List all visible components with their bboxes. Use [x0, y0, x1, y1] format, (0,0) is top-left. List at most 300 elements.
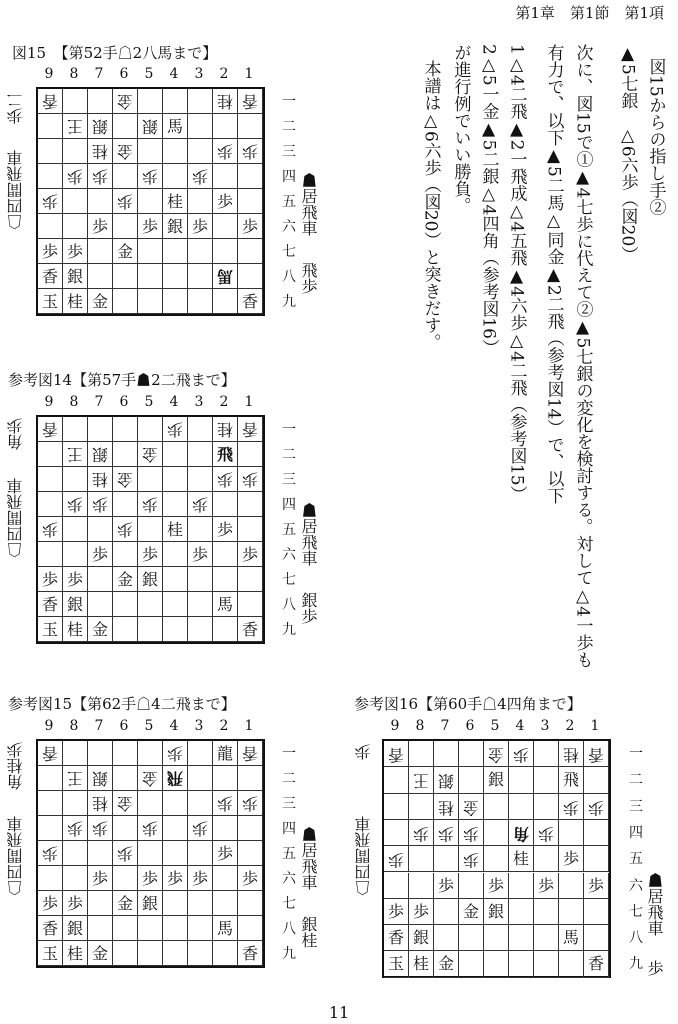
board-square: [434, 741, 459, 767]
shogi-piece: 龍: [216, 744, 233, 763]
shogi-piece: 歩: [66, 242, 83, 261]
sente-hand: 銀桂: [299, 916, 318, 948]
file-label: 8: [415, 718, 425, 734]
text-column-3: 次に、図15で①▲4七歩に代えて②▲5七銀の変化を検討する。対して△4一歩も: [572, 44, 593, 669]
board-square: [38, 841, 63, 866]
shogi-piece: 銀: [412, 928, 429, 948]
shogi-piece: 桂: [562, 745, 579, 765]
shogi-piece: 桂: [166, 192, 183, 211]
board-square: [213, 866, 238, 891]
file-label: 1: [244, 394, 254, 410]
board-square: [434, 899, 459, 925]
shogi-piece: 香: [241, 420, 258, 439]
board-square: [38, 816, 63, 841]
diagram-ref15: [0, 0, 340, 1000]
shogi-piece: 歩: [241, 869, 258, 888]
board-square: [213, 841, 238, 866]
gote-label: ☖四間飛車: [6, 816, 25, 896]
shogi-piece: 銀: [141, 894, 158, 913]
board-square: [188, 841, 213, 866]
shogi-piece: 歩: [191, 545, 208, 564]
board-square: [38, 766, 63, 791]
board-square: [484, 899, 509, 925]
board-square: [534, 873, 559, 899]
board-square: [238, 741, 263, 766]
rank-label: 二: [282, 119, 296, 135]
shogi-piece: 歩: [91, 545, 108, 564]
shogi-piece: 香: [387, 745, 404, 765]
board-square: [559, 873, 584, 899]
rank-label: 四: [282, 497, 296, 513]
shogi-piece: 銀: [66, 919, 83, 938]
file-label: 4: [515, 718, 525, 734]
shogi-piece: 王: [66, 117, 83, 136]
board-square: [63, 766, 88, 791]
shogi-piece: 香: [41, 267, 58, 286]
board-square: [138, 766, 163, 791]
shogi-piece: 歩: [141, 167, 158, 186]
shogi-piece: 王: [412, 771, 429, 791]
diagram-title: 図15 【第52手☖2八馬まで】: [12, 44, 218, 62]
shogi-piece: 香: [241, 292, 258, 311]
board-square: [238, 841, 263, 866]
board-square: [38, 791, 63, 816]
board-square: [434, 820, 459, 846]
shogi-piece: 金: [116, 142, 133, 161]
board-square: [88, 741, 113, 766]
shogi-piece: 香: [41, 744, 58, 763]
board-square: [113, 816, 138, 841]
board-square: [584, 794, 609, 820]
shogi-piece: 馬: [166, 117, 183, 136]
board-square: [113, 941, 138, 966]
board-square: [434, 925, 459, 951]
text-column-2: ▲5七銀 △6六歩（図20）: [617, 44, 638, 264]
shogi-piece: 桂: [216, 92, 233, 111]
gote-label: ☖四間飛車: [354, 816, 373, 896]
shogi-piece: 歩: [537, 875, 554, 895]
rank-label: 七: [282, 896, 296, 912]
rank-label: 九: [629, 956, 643, 973]
file-label: 2: [219, 718, 229, 734]
file-label: 6: [465, 718, 475, 734]
sente-hand: 銀歩: [299, 592, 318, 624]
board-square: [238, 791, 263, 816]
shogi-piece: 金: [462, 797, 479, 817]
file-label: 7: [94, 394, 104, 410]
board-square: [434, 951, 459, 977]
board-square: [459, 794, 484, 820]
gote-label: ☖四間飛車: [6, 478, 25, 558]
rank-label: 五: [629, 851, 643, 868]
shogi-piece: 歩: [91, 217, 108, 236]
board-square: [88, 891, 113, 916]
board-square: [138, 866, 163, 891]
board-square: [534, 846, 559, 872]
board-square: [534, 925, 559, 951]
shogi-piece: 歩: [562, 797, 579, 817]
text-column-1: 図15からの指し手②: [645, 58, 666, 216]
text-column-7: が進行例でいい勝負。: [450, 44, 471, 214]
board-square: [88, 916, 113, 941]
rank-label: 四: [629, 824, 643, 841]
shogi-piece: 歩: [241, 142, 258, 161]
file-label: 9: [44, 718, 54, 734]
board-square: [113, 916, 138, 941]
board-square: [534, 741, 559, 767]
shogi-piece: 歩: [191, 495, 208, 514]
rank-label: 四: [282, 169, 296, 185]
file-label: 5: [144, 394, 154, 410]
rank-label: 九: [282, 622, 296, 638]
board-square: [484, 846, 509, 872]
rank-label: 二: [629, 772, 643, 789]
rank-label: 三: [282, 796, 296, 812]
board-square: [63, 941, 88, 966]
diagram-title: 参考図16【第60手☖4四角まで】: [354, 695, 582, 713]
board-square: [384, 741, 409, 767]
file-label: 2: [219, 394, 229, 410]
board-square: [459, 951, 484, 977]
shogi-piece: 歩: [66, 894, 83, 913]
board-square: [38, 866, 63, 891]
rank-label: 四: [282, 821, 296, 837]
file-label: 5: [144, 718, 154, 734]
board-square: [63, 816, 88, 841]
shogi-piece: 歩: [462, 824, 479, 844]
board-square: [163, 916, 188, 941]
shogi-piece: 歩: [191, 167, 208, 186]
board-square: [163, 841, 188, 866]
shogi-piece: 金: [91, 292, 108, 311]
shogi-piece: 玉: [387, 954, 404, 974]
board-square: [459, 820, 484, 846]
board-square: [584, 925, 609, 951]
board-square: [188, 816, 213, 841]
board-square: [584, 899, 609, 925]
board-square: [63, 866, 88, 891]
shogi-piece: 歩: [387, 901, 404, 921]
shogi-piece: 歩: [41, 242, 58, 261]
shogi-piece: 歩: [116, 844, 133, 863]
shogi-piece: 金: [116, 570, 133, 589]
board-square: [509, 925, 534, 951]
shogi-piece: 歩: [66, 495, 83, 514]
board-square: [38, 916, 63, 941]
file-label: 4: [169, 718, 179, 734]
rank-label: 三: [282, 144, 296, 160]
chapter-header: 第1章 第1節 第1項: [515, 4, 664, 22]
board-square: [138, 741, 163, 766]
shogi-piece: 王: [66, 445, 83, 464]
shogi-piece: 歩: [216, 520, 233, 539]
shogi-piece: 金: [141, 445, 158, 464]
gote-hand: 角歩: [6, 418, 25, 450]
board-square: [113, 841, 138, 866]
sente-label: ☗居飛車: [645, 872, 664, 936]
shogi-piece: 歩: [41, 844, 58, 863]
board-square: [213, 741, 238, 766]
shogi-piece: 歩: [116, 192, 133, 211]
page-number: 11: [328, 1003, 350, 1022]
board-square: [484, 873, 509, 899]
shogi-piece: 歩: [437, 875, 454, 895]
board-square: [384, 794, 409, 820]
shogi-piece: 香: [41, 595, 58, 614]
file-label: 9: [390, 718, 400, 734]
board-square: [88, 841, 113, 866]
board-square: [384, 767, 409, 793]
shogi-piece: 歩: [241, 794, 258, 813]
sente-label: ☗居飛車: [299, 172, 318, 236]
shogi-piece: 歩: [562, 849, 579, 869]
board-square: [163, 941, 188, 966]
shogi-piece: 歩: [66, 167, 83, 186]
shogi-piece: 玉: [41, 944, 58, 963]
shogi-piece: 金: [437, 954, 454, 974]
board-square: [459, 925, 484, 951]
file-label: 2: [565, 718, 575, 734]
board-square: [63, 791, 88, 816]
shogi-piece: 桂: [412, 954, 429, 974]
rank-label: 五: [282, 846, 296, 862]
file-label: 2: [219, 66, 229, 82]
board-square: [188, 941, 213, 966]
shogi-piece: 桂: [66, 620, 83, 639]
shogi-piece: 歩: [66, 570, 83, 589]
shogi-piece: 歩: [241, 217, 258, 236]
shogi-piece: 歩: [587, 797, 604, 817]
board-square: [138, 791, 163, 816]
shogi-piece: 歩: [191, 217, 208, 236]
board-square: [188, 791, 213, 816]
file-label: 6: [119, 718, 129, 734]
shogi-piece: 歩: [191, 869, 208, 888]
rank-label: 七: [282, 244, 296, 260]
board-square: [409, 794, 434, 820]
board-square: [213, 916, 238, 941]
board-square: [559, 767, 584, 793]
shogi-piece: 歩: [91, 819, 108, 838]
file-label: 3: [194, 394, 204, 410]
shogi-piece: 銀: [91, 117, 108, 136]
shogi-piece: 金: [91, 620, 108, 639]
board-square: [188, 741, 213, 766]
shogi-piece: 歩: [41, 894, 58, 913]
board-square: [534, 951, 559, 977]
board-square: [459, 899, 484, 925]
board-square: [238, 816, 263, 841]
board-square: [188, 866, 213, 891]
shogi-piece: 銀: [141, 117, 158, 136]
shogi-piece: 馬: [562, 928, 579, 948]
board-square: [238, 866, 263, 891]
shogi-piece: 歩: [537, 824, 554, 844]
board-square: [409, 925, 434, 951]
board-square: [213, 766, 238, 791]
shogi-piece: 香: [41, 92, 58, 111]
board-square: [63, 891, 88, 916]
shogi-piece: 馬: [216, 919, 233, 938]
board-square: [138, 841, 163, 866]
shogi-piece: 桂: [437, 797, 454, 817]
board-square: [434, 846, 459, 872]
shogi-piece: 金: [116, 470, 133, 489]
shogi-piece: 歩: [387, 850, 404, 870]
shogi-piece: 玉: [41, 620, 58, 639]
diagram-title: 参考図15【第62手☖4二飛まで】: [8, 695, 236, 713]
shogi-piece: 歩: [191, 819, 208, 838]
board-square: [188, 916, 213, 941]
shogi-piece: 飛: [216, 445, 233, 464]
board-square: [138, 891, 163, 916]
shogi-piece: 香: [241, 744, 258, 763]
gote-hand: 歩二: [6, 92, 25, 124]
rank-label: 八: [282, 269, 296, 285]
board-square: [409, 767, 434, 793]
rank-label: 六: [282, 219, 296, 235]
board-square: [509, 951, 534, 977]
shogi-piece: 香: [241, 944, 258, 963]
shogi-piece: 銀: [437, 771, 454, 791]
board-square: [484, 794, 509, 820]
rank-label: 六: [282, 871, 296, 887]
board-square: [88, 941, 113, 966]
shogi-piece: 飛: [166, 769, 183, 788]
shogi-piece: 歩: [41, 192, 58, 211]
board-square: [113, 766, 138, 791]
shogi-piece: 歩: [41, 520, 58, 539]
shogi-piece: 玉: [41, 292, 58, 311]
rank-label: 二: [282, 447, 296, 463]
file-label: 7: [440, 718, 450, 734]
board-square: [534, 899, 559, 925]
file-label: 5: [144, 66, 154, 82]
shogi-piece: 歩: [66, 819, 83, 838]
shogi-piece: 歩: [412, 901, 429, 921]
shogi-piece: 歩: [216, 794, 233, 813]
board-square: [63, 741, 88, 766]
shogi-piece: 歩: [41, 570, 58, 589]
shogi-piece: 香: [241, 92, 258, 111]
board-square: [238, 766, 263, 791]
board-square: [88, 791, 113, 816]
board-square: [163, 891, 188, 916]
text-column-6: 2△5一金▲5二銀△4四角（参考図16）: [478, 44, 499, 356]
board-square: [238, 891, 263, 916]
shogi-piece: 金: [116, 794, 133, 813]
board-square: [584, 741, 609, 767]
board-square: [163, 816, 188, 841]
board-square: [509, 820, 534, 846]
board-square: [63, 841, 88, 866]
rank-label: 八: [282, 597, 296, 613]
rank-label: 五: [282, 194, 296, 210]
board-square: [509, 741, 534, 767]
shogi-board: [36, 739, 265, 968]
shogi-piece: 香: [41, 919, 58, 938]
board-square: [238, 941, 263, 966]
board-square: [38, 941, 63, 966]
board-square: [434, 794, 459, 820]
rank-label: 六: [629, 877, 643, 894]
rank-label: 一: [282, 94, 296, 110]
shogi-piece: 歩: [141, 545, 158, 564]
shogi-piece: 銀: [487, 770, 504, 790]
shogi-piece: 金: [462, 901, 479, 921]
board-square: [459, 873, 484, 899]
text-column-8: 本譜は△6六歩（図20）と突きだす。: [420, 60, 441, 351]
shogi-piece: 桂: [66, 292, 83, 311]
file-label: 3: [194, 718, 204, 734]
shogi-piece: 歩: [216, 844, 233, 863]
shogi-piece: 歩: [166, 744, 183, 763]
shogi-piece: 香: [587, 954, 604, 974]
shogi-piece: 歩: [166, 869, 183, 888]
board-square: [163, 741, 188, 766]
shogi-piece: 金: [487, 745, 504, 765]
rank-label: 三: [629, 798, 643, 815]
rank-label: 七: [282, 572, 296, 588]
file-label: 8: [69, 718, 79, 734]
board-square: [88, 816, 113, 841]
board-square: [113, 891, 138, 916]
shogi-piece: 銀: [66, 267, 83, 286]
shogi-piece: 王: [66, 769, 83, 788]
shogi-piece: 歩: [141, 819, 158, 838]
shogi-piece: 桂: [512, 849, 529, 869]
board-square: [138, 816, 163, 841]
rank-label: 六: [282, 547, 296, 563]
file-label: 8: [69, 394, 79, 410]
file-label: 8: [69, 66, 79, 82]
board-square: [484, 741, 509, 767]
board-square: [113, 866, 138, 891]
board-square: [384, 820, 409, 846]
board-square: [534, 794, 559, 820]
board-square: [213, 891, 238, 916]
board-square: [384, 846, 409, 872]
shogi-piece: 歩: [437, 824, 454, 844]
shogi-piece: 銀: [141, 570, 158, 589]
file-label: 5: [490, 718, 500, 734]
board-square: [459, 741, 484, 767]
shogi-piece: 歩: [91, 495, 108, 514]
shogi-piece: 歩: [141, 217, 158, 236]
board-square: [559, 899, 584, 925]
shogi-piece: 歩: [141, 869, 158, 888]
text-column-4: 有力で、以下▲5二馬△同金▲2二飛（参考図14）で、以下: [543, 44, 564, 505]
shogi-piece: 桂: [166, 520, 183, 539]
shogi-piece: 歩: [91, 167, 108, 186]
rank-label: 八: [282, 921, 296, 937]
shogi-piece: 金: [141, 769, 158, 788]
board-square: [459, 767, 484, 793]
file-label: 6: [119, 66, 129, 82]
rank-label: 二: [282, 771, 296, 787]
board-square: [384, 951, 409, 977]
shogi-piece: 歩: [462, 850, 479, 870]
rank-label: 八: [629, 930, 643, 947]
board-square: [409, 873, 434, 899]
shogi-piece: 銀: [66, 595, 83, 614]
rank-label: 一: [629, 746, 643, 762]
board-square: [88, 866, 113, 891]
rank-label: 九: [282, 946, 296, 962]
file-label: 4: [169, 66, 179, 82]
shogi-piece: 桂: [91, 794, 108, 813]
shogi-piece: 歩: [241, 545, 258, 564]
